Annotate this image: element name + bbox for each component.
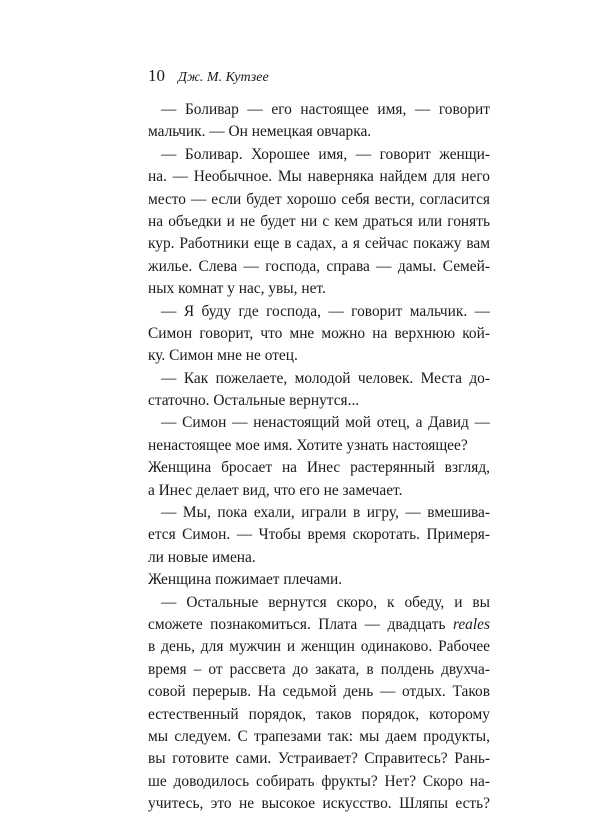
text-line bbox=[148, 636, 490, 658]
text-line bbox=[148, 547, 490, 569]
text-line-content: вы готовите сами. Устраивает? Справитесь? Рань- bbox=[148, 750, 490, 768]
text-line-content: — Симон — ненастоящий мой отец, а Давид — bbox=[161, 414, 490, 432]
text-line bbox=[148, 144, 490, 166]
text-line bbox=[148, 166, 490, 188]
text-line bbox=[148, 233, 490, 255]
body-text bbox=[148, 99, 490, 816]
italic-word: reales bbox=[452, 615, 490, 633]
text-line bbox=[148, 99, 490, 121]
text-line-content: — Остальные вернутся скоро, к обеду, и вы bbox=[161, 593, 490, 611]
text-line-content: ку. Симон мне не отец. bbox=[148, 347, 298, 365]
text-line bbox=[148, 748, 490, 770]
text-line-content: на. — Необычное. Мы наверняка найдем для него bbox=[148, 168, 490, 186]
text-line bbox=[148, 345, 490, 367]
text-line-content: в день, для мужчин и женщин одинаково. Рабочее bbox=[148, 638, 490, 656]
text-line bbox=[148, 659, 490, 681]
text-line-content: Женщина бросает на Инес растерянный взгляд, bbox=[148, 459, 490, 477]
text-line-content: ется Симон. — Чтобы время скоротать. Примеря- bbox=[148, 526, 490, 544]
text-line bbox=[148, 480, 490, 502]
text-line-content: мы следуем. С трапезами так: мы даем продукты, bbox=[148, 727, 490, 745]
text-line bbox=[148, 457, 490, 479]
text-line bbox=[148, 771, 490, 793]
text-line-content: а Инес делает вид, что его не замечает. bbox=[148, 481, 403, 499]
text-line bbox=[148, 502, 490, 524]
text-line bbox=[148, 726, 490, 748]
text-line bbox=[148, 211, 490, 233]
text-line-content: учитесь, это не высокое искусство. Шляпы есть? bbox=[148, 795, 490, 813]
text-line-content: время – от рассвета до заката, в полдень двухча- bbox=[148, 660, 490, 678]
text-line bbox=[148, 592, 490, 614]
text-line-content: ных комнат у нас, увы, нет. bbox=[148, 280, 326, 298]
running-head bbox=[148, 66, 269, 88]
text-line bbox=[148, 390, 490, 412]
text-line-content: Женщина пожимает плечами. bbox=[148, 571, 343, 589]
text-line bbox=[148, 301, 490, 323]
text-line bbox=[148, 189, 490, 211]
text-line bbox=[148, 569, 490, 591]
text-line bbox=[148, 793, 490, 815]
text-line bbox=[148, 681, 490, 703]
text-line bbox=[148, 256, 490, 278]
text-line-content: мальчик. — Он немецкая овчарка. bbox=[148, 123, 372, 141]
text-line-content: естественный порядок, таков порядок, которому bbox=[148, 705, 490, 723]
text-line bbox=[148, 368, 490, 390]
text-line-content: место — если будет хорошо себя вести, согласится bbox=[148, 190, 490, 208]
text-line-content: кур. Работники еще в садах, а я сейчас покажу вам bbox=[148, 235, 490, 253]
text-line-content: ненастоящее мое имя. Хотите узнать настоящее? bbox=[148, 436, 468, 454]
text-line-content: статочно. Остальные вернутся... bbox=[148, 392, 360, 410]
running-title: Дж. М. Кутзее bbox=[178, 70, 269, 85]
text-line-content: — Мы, пока ехали, играли в игру, — вмешива- bbox=[161, 504, 490, 522]
text-line bbox=[148, 614, 490, 636]
text-line bbox=[148, 412, 490, 434]
page-number: 10 bbox=[148, 66, 165, 85]
text-line bbox=[148, 278, 490, 300]
text-line-content: жилье. Слева — господа, справа — дамы. Семей- bbox=[148, 257, 490, 275]
text-line-content: ше доводилось собирать фрукты? Нет? Скоро на- bbox=[148, 772, 490, 790]
text-line bbox=[148, 435, 490, 457]
text-line bbox=[148, 524, 490, 546]
text-line-content: совой перерыв. На седьмой день — отдых. Таков bbox=[148, 683, 490, 701]
text-line bbox=[148, 704, 490, 726]
text-line-content: на объедки и не будет ни с кем драться или гонять bbox=[148, 212, 490, 230]
text-line-content: ли новые имена. bbox=[148, 548, 256, 566]
text-line-content: — Я буду где господа, — говорит мальчик. — bbox=[161, 302, 490, 320]
text-line-content: сможете познакомиться. Плата — двадцать bbox=[148, 615, 446, 633]
text-line bbox=[148, 121, 490, 143]
text-line-content: — Боливар — его настоящее имя, — говорит bbox=[161, 101, 490, 118]
text-line-content: — Как пожелаете, молодой человек. Места до- bbox=[161, 369, 490, 387]
text-line-content: — Боливар. Хорошее имя, — говорит женщи- bbox=[161, 145, 490, 163]
text-line-content: Симон говорит, что мне можно на верхнюю кой- bbox=[148, 324, 490, 342]
text-line bbox=[148, 323, 490, 345]
